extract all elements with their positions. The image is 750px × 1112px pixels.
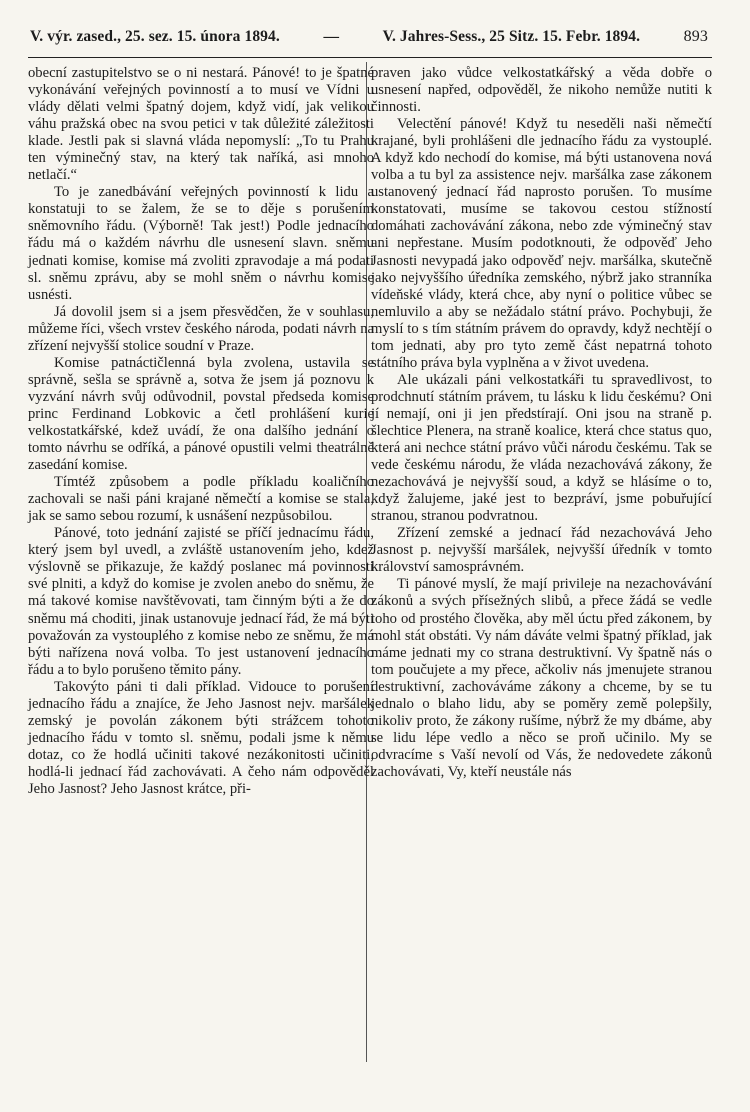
header-dash: — — [323, 28, 340, 45]
paragraph: Ale ukázali páni velkostatkáři tu spravedlivost, to prodchnutí státním právem, tu lásku k lidu českému? Oni jí nemají, oni ji jen předstírají. Oni jsou na straně p. šlechtice Plenera, na straně koalice, která chce status quo, která ani nechce státní právo vůči národu českému. Tak se vede českému národu, že vláda nezachovává zákony, že nezachovává je nejvyšší soud, a když se hlásíme o to, když žalujeme, jaké jest to bezpráví, jsme pobuřující stranou, stranou podvratnou. — [371, 371, 712, 525]
paragraph: praven jako vůdce velkostatkářský a věda dobře o usnesení napřed, odpověděl, že nikoho nemůže nutiti k činnosti. — [371, 65, 712, 116]
header-german: V. Jahres-Sess., 25 Sitz. 15. Febr. 1894. — [382, 28, 641, 45]
paragraph: Velectění pánové! Když tu neseděli naši němečtí krajané, byli prohlášeni dle jednacího řádu za vystouplé. A když kdo nechodí do komise, má býti ustanovena nová volba a tu byl za assistence nejv. maršálka zase zákonem ustanovený jednací řád naprosto porušen. To musíme konstatovati, musíme se takovou cestou stížností domáhati zachovávání zákona, nebo zde výminečný stav ani nepřestane. Musím podotknouti, že odpověď Jeho Jasnosti nevypadá jako odpověď nejv. maršálka, skutečně jako nejvyššího úředníka zemského, nýbrž jako stranníka vídeňské vlády, která chce, aby nyní o politice vůbec se nemluvilo a aby se nežádalo státní právo. Pochybuji, že myslí to s tím státním právem do opravdy, když nechtějí o tom jednati, aby pro tyto země část nepatrná tohoto státního práva byla vyplněna a v život uvedena. — [371, 116, 712, 371]
paragraph: Zřízení zemské a jednací řád nezachovává Jeho Jasnost p. nejvyšší maršálek, nejvyšší úředník v tomto království samosprávném. — [371, 525, 712, 576]
paragraph: Tímtéž způsobem a podle příkladu koaličního zachovali se naši páni krajané němečtí a komise se stala, jak se samo sebou rozumí, k usnášení nezpůsobilou. — [28, 474, 374, 525]
page-number: 893 — [683, 28, 708, 45]
paragraph: Takovýto páni ti dali příklad. Vidouce to porušení jednacího řádu a znajíce, že Jeho Jasnost nejv. maršálek zemský je povolán zákonem býti strážcem tohoto jednacího řádu v tomto sl. sněmu, podali jsme k němu dotaz, co že hodlá učiniti takové nezákonitosti učiniti, hodlá-li jednací řád zachovávati. A čeho nám odpověděl Jeho Jasnost? Jeho Jasnost krátce, při- — [28, 678, 374, 797]
header-czech: V. výr. zased., 25. sez. 15. února 1894. — [30, 28, 280, 45]
paragraph: Pánové, toto jednání zajisté se příčí jednacímu řádu, který jsem byl uvedl, a zvláště ustanovením jeho, kdež výslovně se přikazuje, že každý poslanec má povinnosti své plniti, a když do komise je zvolen anebo do sněmu, že má takové komise navštěvovati, tam činným býti a že do sněmu má choditi, jinak ustanovuje jednací řád, že má býti považován za vystouplého z komise nebo ze sněmu, že má býti nařízena nová volba. To jest ustanovení jednacího řádu a to bylo porušeno těmito pány. — [28, 525, 374, 678]
paragraph: To je zanedbávání veřejných povinností k lidu a konstatuji to se žalem, že se to děje s porušením sněmovního řádu. (Výborně! Tak jest!) Podle jednacího řádu má o každém návrhu dle usnesení slavn. sněmu jednati komise, komise má zvoliti zpravodaje a má podati sl. sněmu zprávu, aby se mohl sněm o návrhu komise usnésti. — [28, 184, 374, 303]
running-header — [30, 28, 708, 46]
paragraph: obecní zastupitelstvo se o ni nestará. Pánové! to je špatné vykonávání veřejných povinností a to musí ve Vídni u vlády dělati velmi špatný dojem, když vidí, jak velikou váhu pražská obec na svou petici v tak důležité záležitosti klade. Jestli pak si slavná vláda nepomyslí: „To tu Prahu ten výminečný stav, na který tak naříká, asi mnoho netlačí.“ — [28, 65, 374, 184]
paragraph: Já dovolil jsem si a jsem přesvědčen, že v souhlasu, můžeme říci, všech vrstev českého národa, podati návrh na zřízení nejvyšší stolice soudní v Praze. — [28, 303, 374, 354]
right-column — [371, 65, 712, 781]
paragraph: Komise patnáctičlenná byla zvolena, ustavila se správně, sešla se správně a, sotva že jsem já poznovu k vyzvání návrh svůj odůvodnil, povstal předseda komise princ Ferdinand Lobkovic a četl prohlášení kurie velkostatkářské, kdež uvádí, že ona dalšího jednání o tomto návrhu se odříká, a pánové opustili velmi theatrálně zasedání komise. — [28, 354, 374, 474]
left-column — [28, 65, 374, 798]
header-rule — [28, 57, 712, 58]
paragraph: Ti pánové myslí, že mají privileje na nezachovávání zákonů a svých přísežných slibů, a přece žádá se vedle toho od prostého člověka, aby měl úctu před zákonem, by mohl stát obstáti. Vy nám dáváte velmi špatný příklad, jak máme jednati my co strana destruktivní. Vy špatně nás o tom poučujete a my přece, ačkoliv nás jmenujete stranou destruktivní, zachováváme zákony a chceme, by se tu jednalo o blaho lidu, aby se poměry země polepšily, nikoliv proto, že zákony rušíme, nýbrž že my dbáme, aby se lidu lépe vedlo a něco se proň učinilo. My se odvracíme s Vaší nevolí od Vás, že nedovedete zákonů zachovávati, Vy, kteří neustále nás — [371, 576, 712, 780]
